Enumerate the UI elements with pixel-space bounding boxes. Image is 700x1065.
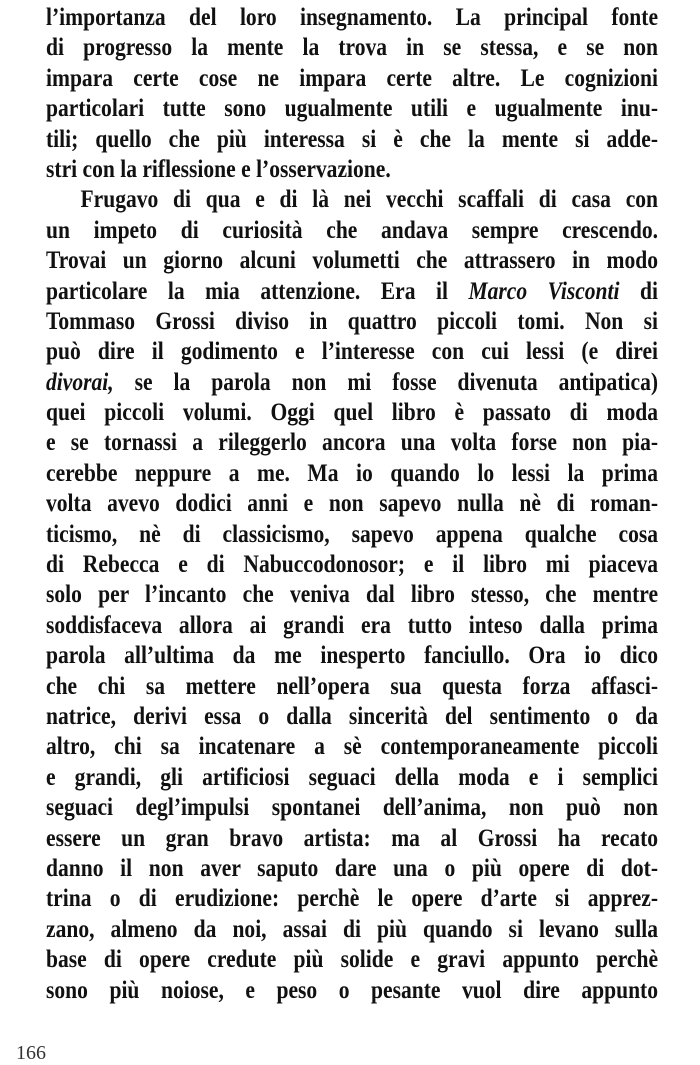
- text-run: Frugavo di qua e di là nei vecchi scaffali di casa con: [80, 186, 659, 214]
- text-run: ticismo, nè di classicismo, sapevo appena qualche cosa: [46, 520, 659, 548]
- text-run: parola all’ultima da me inesperto fanciullo. Ora io dico: [46, 642, 659, 670]
- text-run: di progresso la mente la trova in se stessa, e se non: [46, 34, 659, 62]
- text-run: particolare la mia attenzione. Era il: [46, 277, 469, 305]
- text-line: [46, 489, 658, 519]
- text-line: [46, 884, 658, 914]
- text-run: e se tornassi a rileggerlo ancora una volta forse non pia-: [46, 429, 659, 457]
- text-run: impara certe cose ne impara certe altre. Le cognizioni: [46, 64, 659, 92]
- text-line: [46, 216, 658, 246]
- text-run: tili; quello che più interessa si è che la mente si adde-: [46, 125, 659, 153]
- text-line: [46, 94, 658, 124]
- text-line: [46, 854, 658, 884]
- text-run: sono più noiose, e peso o pesante vuol dire appunto: [46, 976, 659, 1004]
- text-run: di Rebecca e di Nabuccodonosor; e il libro mi piaceva: [46, 551, 659, 579]
- text-run: trina o di erudizione: perchè le opere d’arte si apprez-: [46, 885, 659, 913]
- text-line: [46, 277, 658, 307]
- text-line: [46, 307, 658, 337]
- text-line: [46, 246, 658, 276]
- text-run: particolari tutte sono ugualmente utili e ugualmente inu-: [46, 95, 659, 123]
- text-run: base di opere credute più solide e gravi appunto perchè: [46, 946, 659, 974]
- text-run: zano, almeno da noi, assai di più quando si levano sulla: [46, 915, 659, 943]
- text-line: [46, 793, 658, 823]
- text-line: [46, 732, 658, 762]
- text-line: [46, 3, 658, 33]
- text-run: quei piccoli volumi. Oggi quel libro è passato di moda: [46, 399, 659, 427]
- text-run: Tommaso Grossi diviso in quattro piccoli tomi. Non si: [46, 307, 659, 335]
- text-line: [46, 337, 658, 367]
- text-line: [46, 945, 658, 975]
- text-line: [46, 33, 658, 63]
- text-run: di: [619, 277, 659, 305]
- text-line: [46, 428, 658, 458]
- italic-title: Marco Visconti: [468, 277, 620, 305]
- text-run: può dire il godimento e l’interesse con cui lessi (e direi: [46, 338, 659, 366]
- text-run: Trovai un giorno alcuni volumetti che attrassero in modo: [46, 247, 659, 275]
- text-line: [46, 125, 658, 155]
- text-run: se la parola non mi fosse divenuta antipatica): [113, 368, 659, 396]
- text-run: natrice, derivi essa o dalla sincerità del sentimento o da: [46, 702, 659, 730]
- text-line: [46, 580, 658, 610]
- text-run: volta avevo dodici anni e non sapevo nulla nè di roman-: [46, 490, 659, 518]
- text-line: [46, 672, 658, 702]
- text-run: altro, chi sa incatenare a sè contemporaneamente piccoli: [46, 733, 659, 761]
- text-run: che chi sa mettere nell’opera sua questa forza affasci-: [46, 672, 659, 700]
- text-run: seguaci degl’impulsi spontanei dell’anima, non può non: [46, 794, 659, 822]
- text-line: [46, 550, 658, 580]
- text-line: [46, 611, 658, 641]
- text-run: essere un gran bravo artista: ma al Grossi ha recato: [46, 824, 659, 852]
- body-text: [46, 3, 658, 1006]
- text-line: [46, 763, 658, 793]
- text-line: [46, 155, 658, 185]
- text-line: [46, 398, 658, 428]
- text-line: [46, 64, 658, 94]
- text-run: e grandi, gli artificiosi seguaci della moda e i semplici: [46, 763, 659, 791]
- text-run: soddisfaceva allora ai grandi era tutto inteso dalla prima: [46, 611, 659, 639]
- text-run: solo per l’incanto che veniva dal libro stesso, che mentre: [46, 581, 659, 609]
- text-run: l’importanza del loro insegnamento. La principal fonte: [46, 4, 659, 31]
- text-run: danno il non aver saputo dare una o più opere di dot-: [46, 854, 659, 882]
- text-run: stri con la riflessione e l’osservazione.: [46, 155, 391, 183]
- italic-title: divorai,: [46, 368, 114, 396]
- text-line: [46, 641, 658, 671]
- text-line: [46, 824, 658, 854]
- text-line: [46, 915, 658, 945]
- text-line: [46, 702, 658, 732]
- text-line: [46, 459, 658, 489]
- text-run: cerebbe neppure a me. Ma io quando lo lessi la prima: [46, 459, 659, 487]
- text-run: un impeto di curiosità che andava sempre crescendo.: [46, 216, 659, 244]
- text-line: [46, 520, 658, 550]
- text-line: [46, 368, 658, 398]
- page-number: 166: [16, 1042, 46, 1064]
- text-line: [46, 185, 658, 215]
- text-line: [46, 976, 658, 1006]
